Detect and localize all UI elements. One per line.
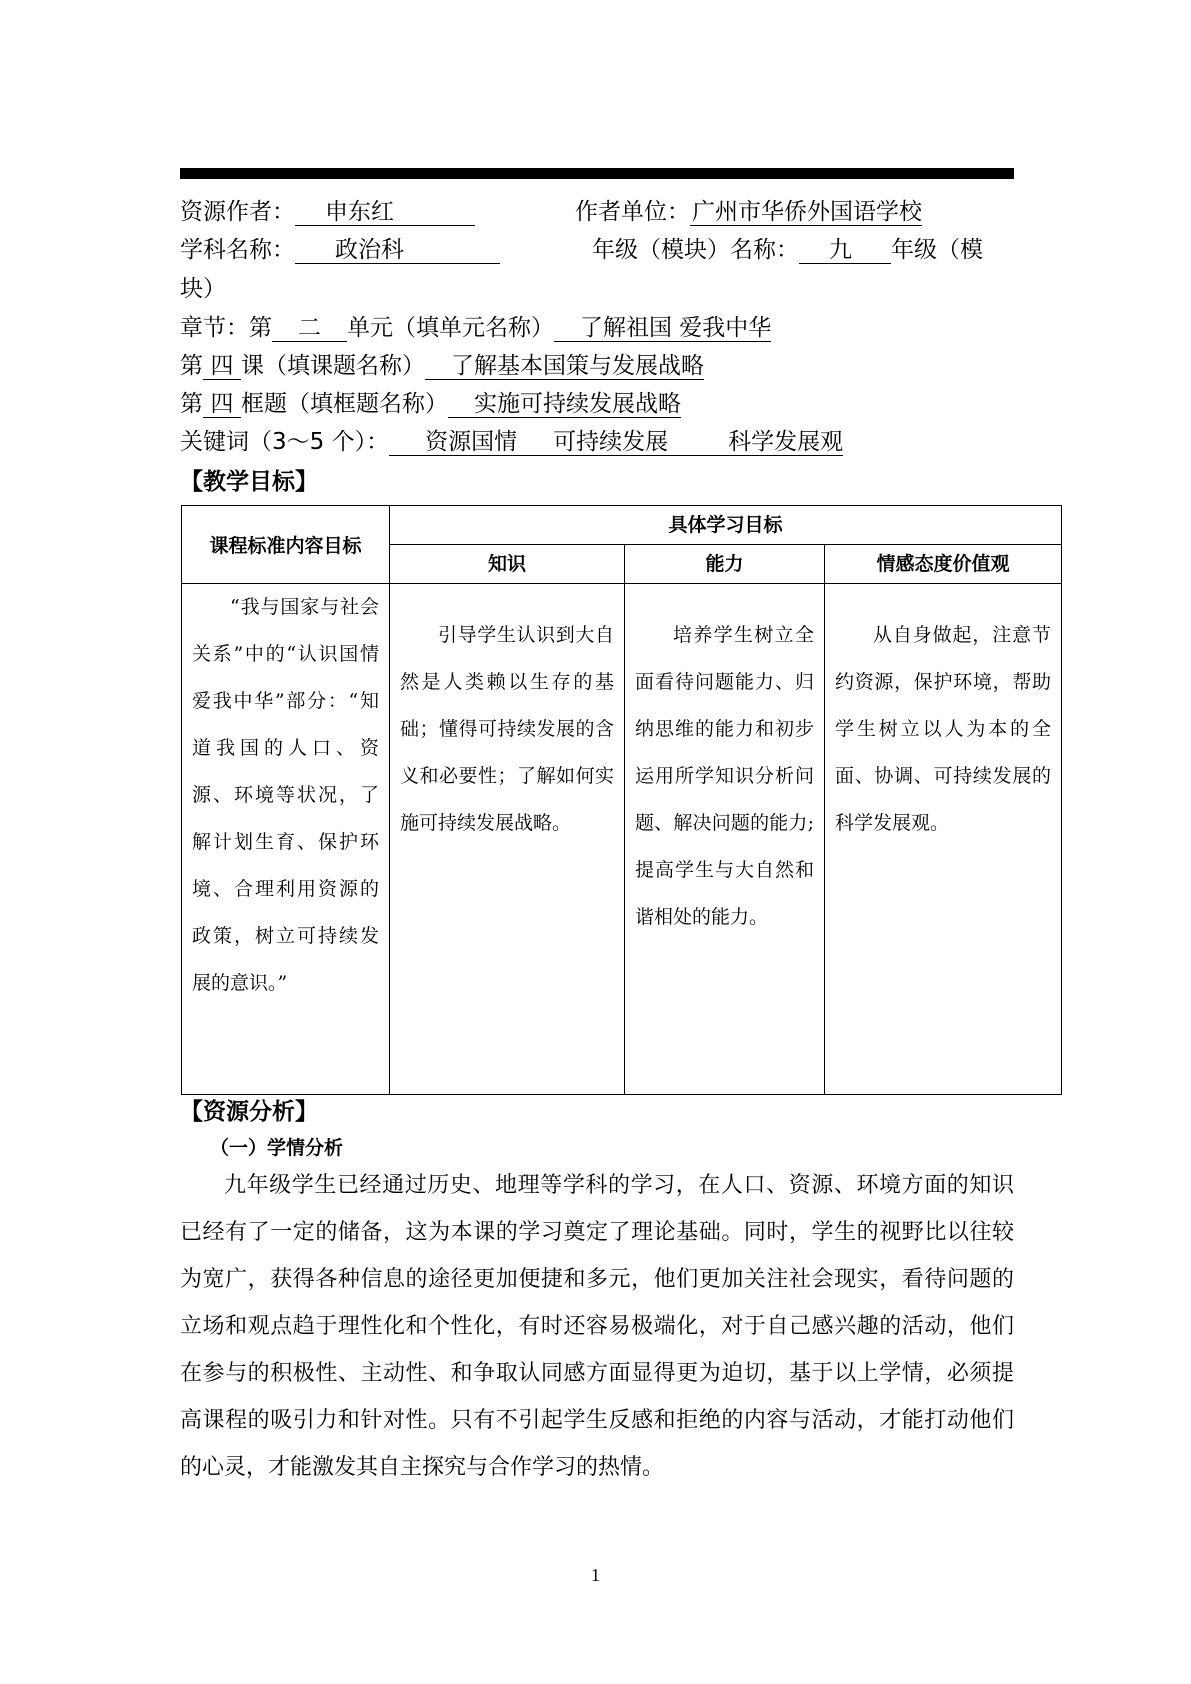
header-rule [180,168,1014,179]
lesson-prefix: 第 [180,353,203,379]
keyword-2: 可持续发展 [553,429,728,456]
subject-label: 学科名称： [180,237,295,263]
ability-text: 培养学生树立全面看待问题能力、归纳思维的能力和初步运用所学知识分析问题、解决问题的能力;提高学生与大自然和谐相处的能力。 [635,624,814,928]
keyword-3: 科学发展观 [728,429,844,455]
author-label: 资源作者： [180,199,295,225]
author-name: 申东红 [295,199,475,226]
knowledge-cell [390,584,625,1095]
chapter-number: 二 [272,315,347,342]
keywords-label: 关键词（3～5 个）： [180,429,390,455]
col-knowledge-header: 知识 [390,545,625,584]
unit-name: 广州市华侨外国语学校 [692,199,922,225]
resource-analysis-heading: 【资源分析】 [180,1099,318,1125]
author-line [180,197,922,227]
frame-prefix: 第 [180,391,203,417]
lesson-mid: 课（填课题名称） [241,353,425,379]
frame-line [180,389,681,419]
chapter-prefix: 章节：第 [180,315,272,341]
frame-name: 实施可持续发展战略 [448,391,681,418]
page-number: 1 [591,1565,600,1585]
subject-name: 政治科 [295,237,500,264]
standard-cell [182,584,390,1095]
grade-suffix-line [180,274,226,304]
col-ability-header: 能力 [625,545,825,584]
standard-text: “我与国家与社会关系”中的“认识国情爱我中华”部分：“知道我国的人口、资源、环境等状况，了解计划生育、保护环境、合理利用资源的政策，树立可持续发展的意识。” [192,596,379,994]
frame-number: 四 [203,391,241,418]
teaching-goals-table [181,505,1062,1095]
grade-suffix-2: 块） [180,276,226,302]
lesson-line [180,351,704,381]
keyword-1: 资源国情 [389,429,553,456]
keywords-line [180,427,843,457]
unit-label: 作者单位： [575,199,690,225]
col-standard-header: 课程标准内容目标 [182,506,390,584]
chapter-mid: 单元（填单元名称） [347,315,554,341]
col-specific-header: 具体学习目标 [390,506,1062,545]
ability-cell [625,584,825,1095]
frame-mid: 框题（填框题名称） [241,391,448,417]
subject-line [180,235,983,265]
student-analysis-paragraph: 九年级学生已经通过历史、地理等学科的学习，在人口、资源、环境方面的知识已经有了一定的储备，这为本课的学习奠定了理论基础。同时，学生的视野比以往较为宽广，获得各种信息的途径更加便捷和多元，他们更加关注社会现实，看待问题的立场和观点趋于理性化和个性化，有时还容易极端化，对于自己感兴趣的活动，他们在参与的积极性、主动性、和争取认同感方面显得更为迫切，基于以上学情，必须提高课程的吸引力和针对性。只有不引起学生反感和拒绝的内容与活动，才能打动他们的心灵，才能激发其自主探究与合作学习的热情。 [180,1173,1014,1480]
lesson-name: 了解基本国策与发展战略 [425,353,704,380]
teaching-goals-heading: 【教学目标】 [180,469,318,495]
grade-value: 九 [799,237,891,264]
knowledge-text: 引导学生认识到大自然是人类赖以生存的基础；懂得可持续发展的含义和必要性；了解如何实施可持续发展战略。 [400,624,614,834]
emotion-cell [825,584,1062,1095]
chapter-line [180,313,771,343]
chapter-name: 了解祖国 爱我中华 [554,315,771,342]
grade-label: 年级（模块）名称： [592,237,799,263]
grade-suffix: 年级（模 [891,237,983,263]
emotion-text: 从自身做起，注意节约资源，保护环境，帮助学生树立以人为本的全面、协调、可持续发展的科学发展观。 [835,624,1052,834]
student-analysis-subheading: （一）学情分析 [210,1137,344,1159]
lesson-number: 四 [203,353,241,380]
col-emotion-header: 情感态度价值观 [825,545,1062,584]
